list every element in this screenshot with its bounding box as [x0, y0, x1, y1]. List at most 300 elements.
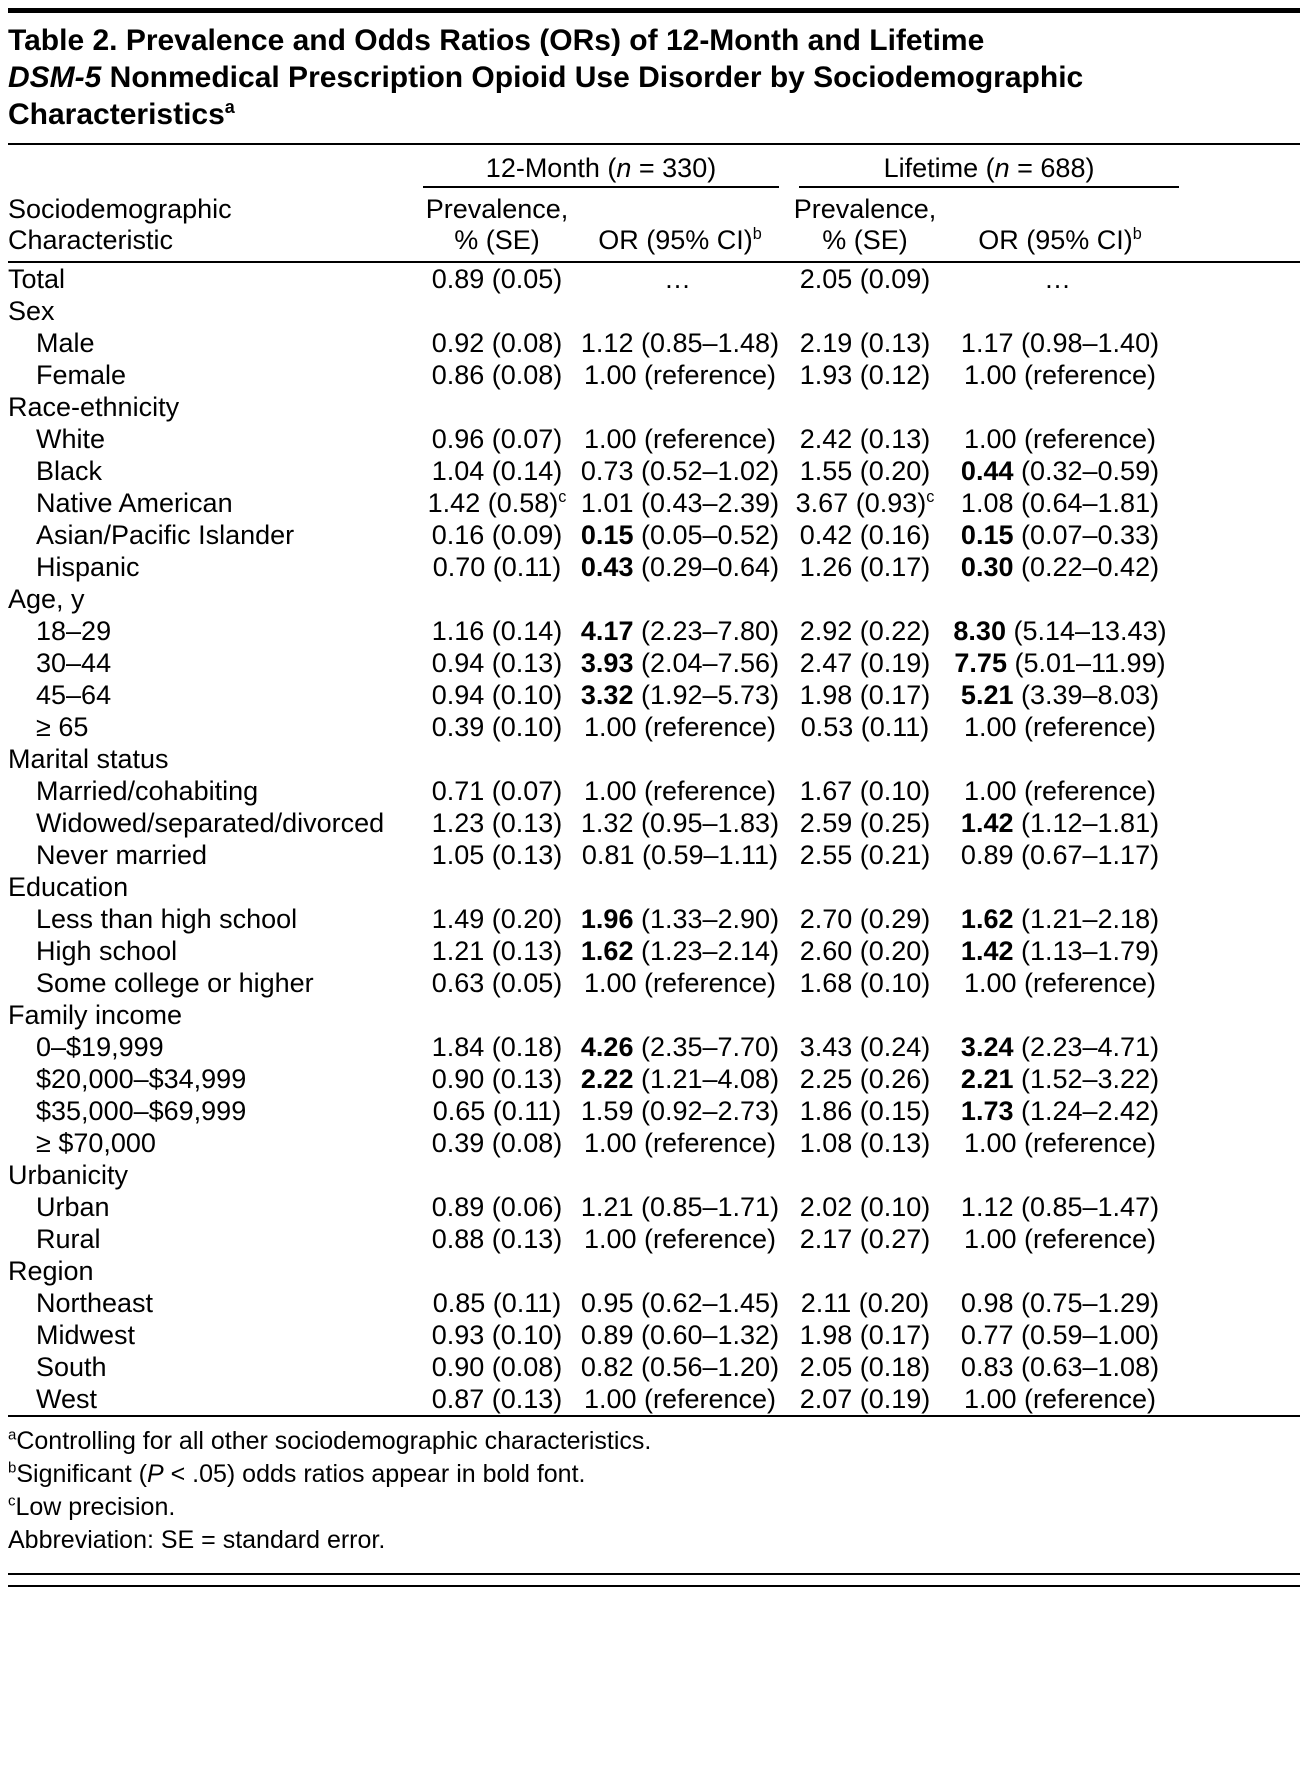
- prevalence-12m-cell: 0.89 (0.05): [431, 264, 563, 294]
- or-value: 1.32: [580, 808, 634, 838]
- section-empty-cell: [423, 1159, 1300, 1191]
- filler-cell: [1179, 615, 1300, 647]
- data-row: [8, 1063, 1300, 1095]
- or-lifetime-cell: 1.17 (0.98–1.40): [960, 328, 1160, 358]
- filler-cell: [1179, 1383, 1300, 1416]
- prevalence-lifetime-cell: 2.11 (0.20): [800, 1288, 930, 1318]
- or-value: 5.21: [960, 680, 1014, 710]
- or-value: 1.00: [583, 968, 637, 998]
- footnote-b-mark: b: [8, 1459, 17, 1477]
- or-lifetime-cell: 1.08 (0.64–1.81): [960, 488, 1160, 518]
- prevalence-12m-cell: 0.63 (0.05): [431, 968, 563, 998]
- filler-cell: [1179, 1127, 1300, 1159]
- or-lifetime-cell: 0.44 (0.32–0.59): [960, 456, 1160, 486]
- or-value: 0.15: [580, 520, 634, 550]
- row-label: Black: [36, 456, 103, 486]
- or-lifetime-cell: 8.30 (5.14–13.43): [953, 616, 1167, 646]
- or-12m-cell: 1.00 (reference): [583, 712, 777, 742]
- row-label: 45–64: [36, 680, 112, 710]
- prevalence-lifetime-cell: 2.92 (0.22): [799, 616, 931, 646]
- prevalence-lifetime-cell: 2.17 (0.27): [799, 1224, 931, 1254]
- row-label: Female: [36, 360, 127, 390]
- row-label: White: [36, 424, 106, 454]
- prevalence-12m-cell: 0.89 (0.06): [431, 1192, 563, 1222]
- filler-cell: [1179, 903, 1300, 935]
- or-value: 1.00: [963, 1384, 1017, 1414]
- or-value: 1.59: [580, 1096, 634, 1126]
- col-header-prevalence-lifetime: [789, 188, 941, 262]
- filler-cell: [1179, 1351, 1300, 1383]
- spanner-12-month-post: = 330): [631, 153, 717, 183]
- filler-cell: [1179, 839, 1300, 871]
- prevalence-12m-cell: 0.70 (0.11): [432, 552, 562, 582]
- data-row: [8, 775, 1300, 807]
- filler-cell: [1179, 551, 1300, 583]
- or-value: 4.26: [580, 1032, 634, 1062]
- data-row: [8, 615, 1300, 647]
- prevalence-lifetime-cell: 2.02 (0.10): [799, 1192, 931, 1222]
- or-12m-cell: 0.73 (0.52–1.02): [580, 456, 780, 486]
- prevalence-12m-cell: 0.94 (0.13): [431, 648, 563, 678]
- row-label: Education: [8, 872, 129, 902]
- or-value: 1.08: [960, 488, 1014, 518]
- spanner-12-month-pre: 12-Month (: [485, 153, 617, 183]
- or-lifetime-cell: 1.00 (reference): [963, 424, 1157, 454]
- row-label: Urbanicity: [8, 1160, 129, 1190]
- or-value: 0.89: [580, 1320, 634, 1350]
- or-12m-cell: 1.59 (0.92–2.73): [580, 1096, 780, 1126]
- row-label: Never married: [36, 840, 208, 870]
- data-row: [8, 1319, 1300, 1351]
- row-label: Midwest: [36, 1320, 136, 1350]
- footnote-c-mark: c: [8, 1492, 16, 1510]
- col-header-or-12m-footnote-mark: b: [752, 225, 762, 243]
- or-12m-cell: 1.12 (0.85–1.48): [580, 328, 780, 358]
- prevalence-12m-cell: 0.39 (0.08): [431, 1128, 563, 1158]
- data-row: [8, 839, 1300, 871]
- section-row: [8, 999, 1300, 1031]
- prevalence-lifetime-cell: 1.68 (0.10): [799, 968, 931, 998]
- or-value: 0.81: [581, 840, 635, 870]
- prevalence-lifetime-cell: 2.59 (0.25): [799, 808, 931, 838]
- or-value: 0.73: [580, 456, 634, 486]
- prevalence-12m-cell: 1.84 (0.18): [431, 1032, 563, 1062]
- prevalence-lifetime-cell: 1.26 (0.17): [799, 552, 931, 582]
- prevalence-12m-cell: 1.21 (0.13): [431, 936, 563, 966]
- prevalence-lifetime-cell: 2.05 (0.18): [799, 1352, 931, 1382]
- data-row: [8, 455, 1300, 487]
- or-lifetime-cell: 7.75 (5.01–11.99): [954, 648, 1166, 678]
- or-value: 1.00: [583, 360, 637, 390]
- row-label: Region: [8, 1256, 94, 1286]
- filler-cell: [1179, 807, 1300, 839]
- filler-cell: [1179, 1031, 1300, 1063]
- row-label: 18–29: [36, 616, 112, 646]
- or-value: 1.62: [580, 936, 634, 966]
- prevalence-12m-cell: 1.49 (0.20): [431, 904, 563, 934]
- section-empty-cell: [423, 1255, 1300, 1287]
- data-row: [8, 1191, 1300, 1223]
- data-row: [8, 967, 1300, 999]
- spanner-row: [8, 145, 1300, 188]
- row-label: Asian/Pacific Islander: [36, 520, 295, 550]
- footnote-c: [8, 1491, 1300, 1524]
- prevalence-12m-cell: 0.65 (0.11): [432, 1096, 562, 1126]
- data-row: [8, 1287, 1300, 1319]
- or-value: 4.17: [580, 616, 634, 646]
- col-header-or-12m-label: [571, 225, 789, 256]
- or-12m-cell: 0.43 (0.29–0.64): [580, 552, 780, 582]
- data-row: [8, 807, 1300, 839]
- filler-cell: [1179, 711, 1300, 743]
- row-label: 30–44: [36, 648, 112, 678]
- data-row: [8, 647, 1300, 679]
- or-12m-cell: 3.93 (2.04–7.56): [580, 648, 780, 678]
- or-value: 7.75: [954, 648, 1007, 678]
- or-value: 1.00: [583, 1224, 637, 1254]
- or-value: 1.42: [960, 808, 1014, 838]
- or-value: 1.00: [583, 776, 637, 806]
- row-label: Rural: [36, 1224, 101, 1254]
- or-12m-cell: 4.26 (2.35–7.70): [580, 1032, 780, 1062]
- top-rule: [8, 8, 1300, 13]
- or-lifetime-cell: 1.12 (0.85–1.47): [960, 1192, 1160, 1222]
- prevalence-12m-cell: 0.71 (0.07): [431, 776, 563, 806]
- row-label: Less than high school: [36, 904, 298, 934]
- or-lifetime-cell: 1.73 (1.24–2.42): [960, 1096, 1160, 1126]
- or-lifetime-cell: 1.00 (reference): [963, 968, 1157, 998]
- prevalence-12m-cell: 0.96 (0.07): [431, 424, 563, 454]
- row-label: Race-ethnicity: [8, 392, 180, 422]
- row-label: High school: [36, 936, 178, 966]
- or-value: 0.30: [960, 552, 1014, 582]
- row-label: Native American: [36, 488, 233, 518]
- spanner-lifetime-label: [799, 153, 1179, 188]
- prevalence-lifetime-cell: 0.42 (0.16): [799, 520, 931, 550]
- or-lifetime-cell: 0.15 (0.07–0.33): [960, 520, 1160, 550]
- bottom-rule-2: [8, 1585, 1300, 1587]
- footnote-b-text: Significant (: [16, 1460, 147, 1488]
- spanner-lifetime-n: n: [994, 153, 1010, 183]
- title-line-2: [8, 59, 1300, 96]
- spanner-filler-cell: [1179, 145, 1300, 188]
- or-lifetime-cell: 2.21 (1.52–3.22): [960, 1064, 1160, 1094]
- prevalence-12m-cell: 0.90 (0.13): [431, 1064, 563, 1094]
- row-label: Age, y: [8, 584, 85, 614]
- spanner-lifetime: [789, 145, 1179, 188]
- section-row: [8, 871, 1300, 903]
- section-empty-cell: [423, 871, 1300, 903]
- title-footnote-mark: a: [224, 97, 235, 117]
- low-precision-mark: c: [926, 488, 935, 506]
- or-value: 1.73: [960, 1096, 1014, 1126]
- or-value: 0.43: [580, 552, 634, 582]
- prevalence-table: [8, 145, 1300, 1417]
- prevalence-lifetime-cell: 2.47 (0.19): [799, 648, 931, 678]
- footnote-b: [8, 1458, 1300, 1491]
- row-label: Some college or higher: [36, 968, 314, 998]
- row-label: $35,000–$69,999: [36, 1096, 247, 1126]
- bottom-rule-1: [8, 1573, 1300, 1575]
- or-12m-cell: 1.96 (1.33–2.90): [580, 904, 780, 934]
- or-value: 1.00: [963, 360, 1017, 390]
- or-value: 1.21: [580, 1192, 634, 1222]
- prevalence-12m-cell: 1.05 (0.13): [431, 840, 563, 870]
- or-12m-cell: 2.22 (1.21–4.08): [580, 1064, 780, 1094]
- prevalence-12m-cell: 0.85 (0.11): [432, 1288, 562, 1318]
- prevalence-lifetime-cell: 1.98 (0.17): [799, 680, 931, 710]
- or-lifetime-cell: 1.00 (reference): [963, 1384, 1157, 1414]
- section-empty-cell: [423, 583, 1300, 615]
- data-row: [8, 327, 1300, 359]
- section-empty-cell: [423, 999, 1300, 1031]
- data-row: [8, 679, 1300, 711]
- filler-cell: [1179, 455, 1300, 487]
- or-12m-cell: 0.89 (0.60–1.32): [580, 1320, 780, 1350]
- data-row: [8, 359, 1300, 391]
- prevalence-12m-cell: 0.39 (0.10): [431, 712, 563, 742]
- low-precision-mark: c: [558, 488, 567, 506]
- not-applicable-ellipsis: …: [1044, 264, 1076, 294]
- row-label: Urban: [36, 1192, 110, 1222]
- prevalence-lifetime-cell: 1.67 (0.10): [799, 776, 931, 806]
- data-row: [8, 262, 1300, 295]
- or-value: 0.82: [580, 1352, 634, 1382]
- or-value: 8.30: [953, 616, 1006, 646]
- footnote-a-text: Controlling for all other sociodemographic characteristics.: [16, 1427, 652, 1455]
- or-value: 3.93: [580, 648, 634, 678]
- or-value: 1.00: [583, 1384, 637, 1414]
- data-row: [8, 711, 1300, 743]
- prevalence-12m-cell: 1.16 (0.14): [431, 616, 563, 646]
- or-12m-cell: 1.00 (reference): [583, 1224, 777, 1254]
- filler-cell: [1179, 967, 1300, 999]
- row-label: Total: [8, 264, 66, 294]
- header-filler-cell: [1179, 188, 1300, 262]
- prevalence-lifetime-cell: 1.93 (0.12): [799, 360, 931, 390]
- data-row: [8, 903, 1300, 935]
- spanner-12-month: [423, 145, 789, 188]
- footnote-a-mark: a: [8, 1426, 17, 1444]
- row-label: Northeast: [36, 1288, 154, 1318]
- section-empty-cell: [423, 391, 1300, 423]
- filler-cell: [1179, 1095, 1300, 1127]
- data-row: [8, 1223, 1300, 1255]
- section-row: [8, 1159, 1300, 1191]
- prevalence-12m-cell: 0.87 (0.13): [431, 1384, 563, 1414]
- col-header-characteristic-line-2: Characteristic: [8, 225, 174, 255]
- or-12m-cell: 1.00 (reference): [583, 776, 777, 806]
- or-value: 0.98: [960, 1288, 1014, 1318]
- prevalence-lifetime-cell: 1.55 (0.20): [799, 456, 931, 486]
- prevalence-lifetime-cell: 1.86 (0.15): [799, 1096, 931, 1126]
- prevalence-12m-cell: 0.93 (0.10): [431, 1320, 563, 1350]
- row-label: West: [36, 1384, 98, 1414]
- or-12m-cell: 0.82 (0.56–1.20): [580, 1352, 780, 1382]
- or-12m-cell: 3.32 (1.92–5.73): [580, 680, 780, 710]
- col-header-prevalence-12m-line-1: Prevalence,: [425, 194, 569, 224]
- or-value: 2.22: [580, 1064, 634, 1094]
- or-12m-cell: 4.17 (2.23–7.80): [580, 616, 780, 646]
- data-row: [8, 519, 1300, 551]
- or-value: 1.12: [580, 328, 634, 358]
- or-lifetime-cell: 1.00 (reference): [963, 1224, 1157, 1254]
- col-header-prevalence-12m: [423, 188, 571, 262]
- prevalence-lifetime-cell: 2.70 (0.29): [799, 904, 931, 934]
- prevalence-lifetime-cell: 1.98 (0.17): [799, 1320, 931, 1350]
- filler-cell: [1179, 679, 1300, 711]
- or-12m-cell: 1.62 (1.23–2.14): [580, 936, 780, 966]
- section-row: [8, 743, 1300, 775]
- col-header-or-lifetime-text: OR (95% CI): [978, 225, 1133, 255]
- or-value: 1.00: [583, 1128, 637, 1158]
- row-label: ≥ $70,000: [36, 1128, 156, 1158]
- or-value: 1.00: [583, 712, 637, 742]
- or-lifetime-cell: 1.42 (1.13–1.79): [960, 936, 1160, 966]
- title-line-1: Table 2. Prevalence and Odds Ratios (ORs) of 12-Month and Lifetime: [8, 24, 985, 57]
- prevalence-12m-cell: 0.90 (0.08): [431, 1352, 563, 1382]
- row-label: 0–$19,999: [36, 1032, 164, 1062]
- prevalence-12m-cell: 0.88 (0.13): [431, 1224, 563, 1254]
- table-body: [8, 262, 1300, 1416]
- or-value: 1.62: [960, 904, 1014, 934]
- or-value: 3.24: [960, 1032, 1014, 1062]
- row-label: Marital status: [8, 744, 169, 774]
- or-value: 1.00: [583, 424, 637, 454]
- or-value: 1.42: [960, 936, 1014, 966]
- prevalence-lifetime-cell: 2.42 (0.13): [799, 424, 931, 454]
- data-row: [8, 551, 1300, 583]
- spanner-empty-cell: [8, 145, 423, 188]
- or-value: 2.21: [960, 1064, 1014, 1094]
- row-label: $20,000–$34,999: [36, 1064, 247, 1094]
- or-12m-cell: 0.15 (0.05–0.52): [580, 520, 780, 550]
- or-value: 1.00: [963, 776, 1017, 806]
- row-label: ≥ 65: [36, 712, 89, 742]
- filler-cell: [1179, 519, 1300, 551]
- data-row: [8, 1383, 1300, 1416]
- row-label: Sex: [8, 296, 55, 326]
- title-dsm5-italic: DSM-5: [8, 61, 102, 94]
- or-value: 1.17: [960, 328, 1014, 358]
- col-header-prevalence-lifetime-line-2: % (SE): [822, 225, 908, 255]
- or-value: 1.12: [960, 1192, 1014, 1222]
- spanner-lifetime-post: = 688): [1009, 153, 1095, 183]
- filler-cell: [1179, 423, 1300, 455]
- or-lifetime-cell: 0.98 (0.75–1.29): [960, 1288, 1160, 1318]
- or-lifetime-cell: 5.21 (3.39–8.03): [960, 680, 1160, 710]
- section-row: [8, 391, 1300, 423]
- spanner-12-month-label: [423, 153, 779, 188]
- data-row: [8, 1127, 1300, 1159]
- filler-cell: [1179, 359, 1300, 391]
- or-lifetime-cell: 1.00 (reference): [963, 360, 1157, 390]
- data-row: [8, 1031, 1300, 1063]
- or-value: 1.00: [963, 1128, 1017, 1158]
- filler-cell: [1179, 1319, 1300, 1351]
- section-empty-cell: [423, 295, 1300, 327]
- spanner-lifetime-pre: Lifetime (: [883, 153, 995, 183]
- filler-cell: [1179, 647, 1300, 679]
- data-row: [8, 1095, 1300, 1127]
- not-applicable-ellipsis: …: [664, 264, 696, 294]
- or-value: 0.77: [960, 1320, 1014, 1350]
- col-header-or-12m: [571, 188, 789, 262]
- prevalence-12m-cell: 0.92 (0.08): [431, 328, 563, 358]
- or-value: 0.89: [960, 840, 1014, 870]
- or-lifetime-cell: 3.24 (2.23–4.71): [960, 1032, 1160, 1062]
- data-row: [8, 487, 1300, 519]
- prevalence-12m-cell: 0.94 (0.10): [431, 680, 563, 710]
- or-value: 3.32: [580, 680, 634, 710]
- or-12m-cell: 1.00 (reference): [583, 424, 777, 454]
- or-lifetime-cell: 1.62 (1.21–2.18): [960, 904, 1160, 934]
- col-header-prevalence-12m-line-2: % (SE): [454, 225, 540, 255]
- prevalence-lifetime-cell: 0.53 (0.11): [800, 712, 930, 742]
- filler-cell: [1179, 935, 1300, 967]
- row-label: Hispanic: [36, 552, 140, 582]
- col-header-or-12m-text: OR (95% CI): [598, 225, 753, 255]
- or-12m-cell: 1.01 (0.43–2.39): [580, 488, 780, 518]
- spanner-12-month-n: n: [616, 153, 632, 183]
- or-lifetime-cell: [941, 262, 1179, 295]
- or-lifetime-cell: 1.42 (1.12–1.81): [960, 808, 1160, 838]
- or-value: 1.00: [963, 712, 1017, 742]
- col-header-or-lifetime-footnote-mark: b: [1132, 225, 1142, 243]
- or-lifetime-cell: 0.89 (0.67–1.17): [960, 840, 1160, 870]
- section-row: [8, 295, 1300, 327]
- title-line-3: [8, 96, 1300, 133]
- filler-cell: [1179, 1287, 1300, 1319]
- or-value: 1.00: [963, 1224, 1017, 1254]
- section-row: [8, 1255, 1300, 1287]
- filler-cell: [1179, 327, 1300, 359]
- abbreviation-note: [8, 1524, 1300, 1557]
- prevalence-12m-cell: 1.04 (0.14): [431, 456, 563, 486]
- filler-cell: [1179, 487, 1300, 519]
- or-12m-cell: 1.32 (0.95–1.83): [580, 808, 780, 838]
- section-empty-cell: [423, 743, 1300, 775]
- row-label: South: [36, 1352, 107, 1382]
- prevalence-12m-cell: 1.23 (0.13): [431, 808, 563, 838]
- or-12m-cell: [571, 262, 789, 295]
- or-lifetime-cell: 1.00 (reference): [963, 776, 1157, 806]
- title-line-2-rest: Nonmedical Prescription Opioid Use Disorder by Sociodemographic: [101, 61, 1084, 94]
- filler-cell: [1179, 1191, 1300, 1223]
- prevalence-lifetime-cell: 2.05 (0.09): [799, 264, 931, 294]
- col-header-characteristic-line-1: Sociodemographic: [8, 194, 232, 224]
- row-label: Married/cohabiting: [36, 776, 259, 806]
- filler-cell: [1179, 775, 1300, 807]
- filler-cell: [1179, 1223, 1300, 1255]
- data-row: [8, 1351, 1300, 1383]
- or-value: 1.96: [580, 904, 634, 934]
- section-row: [8, 583, 1300, 615]
- col-header-characteristic: [8, 188, 423, 262]
- or-value: 0.83: [960, 1352, 1014, 1382]
- col-header-or-lifetime-label: [941, 225, 1179, 256]
- or-12m-cell: 1.00 (reference): [583, 968, 777, 998]
- col-header-or-lifetime: [941, 188, 1179, 262]
- or-12m-cell: 1.00 (reference): [583, 1128, 777, 1158]
- prevalence-lifetime-cell: 2.60 (0.20): [799, 936, 931, 966]
- or-value: 1.00: [963, 968, 1017, 998]
- row-label: Widowed/separated/divorced: [36, 808, 385, 838]
- or-12m-cell: 1.00 (reference): [583, 360, 777, 390]
- prevalence-lifetime-cell: 2.25 (0.26): [799, 1064, 931, 1094]
- or-value: 0.95: [580, 1288, 634, 1318]
- or-value: 0.15: [960, 520, 1014, 550]
